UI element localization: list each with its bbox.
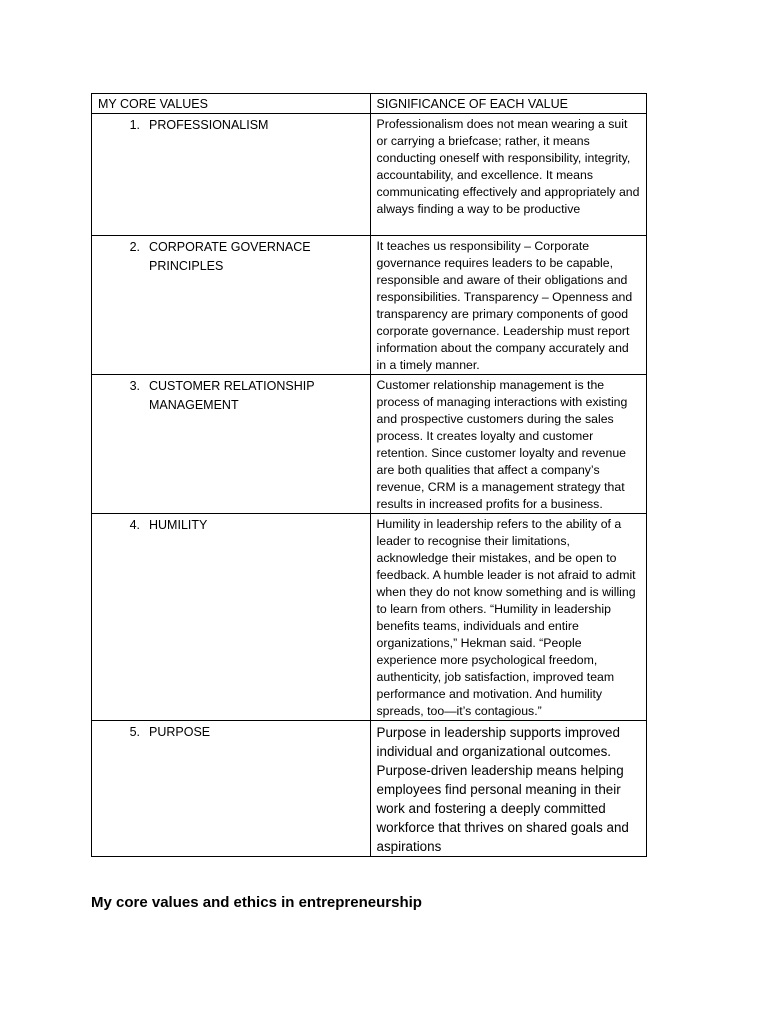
value-cell: [92, 236, 371, 375]
value-cell: [92, 375, 371, 514]
value-cell: [92, 514, 371, 721]
value-number: 2.: [129, 240, 140, 254]
document-caption: My core values and ethics in entrepreneurship: [91, 894, 422, 911]
table-row: [92, 375, 647, 514]
core-values-table: [91, 93, 647, 857]
value-name: CORPORATE GOVERNACE PRINCIPLES: [149, 240, 311, 273]
table-row: [92, 236, 647, 375]
value-number: 1.: [129, 118, 140, 132]
significance-cell: Purpose in leadership supports improved individual and organizational outcomes. Purpose-driven leadership means helping employees find personal meaning in their work and fostering a deeply committed workforce that thrives on shared goals and aspirations: [370, 721, 646, 857]
header-core-values: MY CORE VALUES: [92, 94, 371, 114]
table-row: [92, 514, 647, 721]
table-header-row: [92, 94, 647, 114]
significance-cell: Humility in leadership refers to the ability of a leader to recognise their limitations, acknowledge their mistakes, and be open to feedback. A humble leader is not afraid to admit when they do not know something and is willing to learn from others. “Humility in leadership benefits teams, individuals and entire organizations,” Hekman said. “People experience more psychological freedom, authenticity, job satisfaction, improved team performance and motivation. And humility spreads, too—it’s contagious.”: [370, 514, 646, 721]
significance-cell: It teaches us responsibility – Corporate governance requires leaders to be capable, responsible and aware of their obligations and responsibilities. Transparency – Openness and transparency are primary components of good corporate governance. Leadership must report information about the company accurately and in a timely manner.: [370, 236, 646, 375]
value-number: 3.: [129, 379, 140, 393]
table-row: [92, 114, 647, 236]
value-number: 5.: [129, 725, 140, 739]
significance-cell: Professionalism does not mean wearing a suit or carrying a briefcase; rather, it means conducting oneself with responsibility, integrity, accountability, and excellence. It means communicating effectively and appropriately and always finding a way to be productive: [370, 114, 646, 236]
header-significance: SIGNIFICANCE OF EACH VALUE: [370, 94, 646, 114]
value-name: CUSTOMER RELATIONSHIP MANAGEMENT: [149, 379, 315, 412]
value-cell: [92, 721, 371, 857]
value-number: 4.: [129, 518, 140, 532]
value-name: PURPOSE: [149, 725, 211, 739]
value-name: PROFESSIONALISM: [149, 118, 269, 132]
value-name: HUMILITY: [149, 518, 208, 532]
table-row: [92, 721, 647, 857]
value-cell: [92, 114, 371, 236]
significance-cell: Customer relationship management is the process of managing interactions with existing and prospective customers during the sales process. It creates loyalty and customer retention. Since customer loyalty and revenue are both qualities that affect a company’s revenue, CRM is a management strategy that results in increased profits for a business.: [370, 375, 646, 514]
